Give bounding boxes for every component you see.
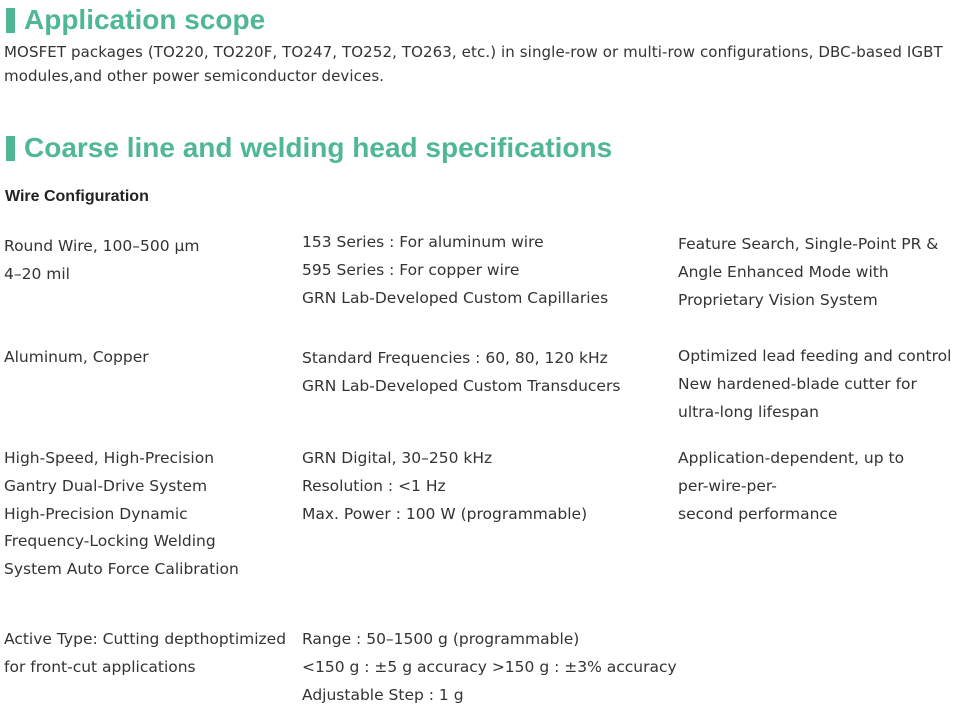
spec-line: <150 g : ±5 g accuracy >150 g : ±3% accuracy	[302, 657, 677, 676]
spec-cell	[678, 231, 938, 314]
heading-accent-bar	[6, 136, 15, 161]
spec-line: Angle Enhanced Mode with	[678, 262, 889, 281]
spec-line: Application-dependent, up to	[678, 449, 905, 467]
spec-line: Proprietary Vision System	[678, 290, 878, 309]
spec-line: Aluminum, Copper	[4, 348, 149, 366]
section-title: Coarse line and welding head specifications	[24, 132, 613, 163]
spec-line: 595 Series : For copper wire	[302, 260, 520, 279]
spec-line: Frequency-Locking Welding	[4, 532, 216, 551]
spec-line: Max. Power : 100 W (programmable)	[302, 504, 588, 523]
spec-line: Round Wire, 100–500 μm	[4, 237, 200, 255]
heading-accent-bar	[6, 8, 15, 33]
spec-line: ultra-long lifespan	[678, 402, 819, 421]
spec-cell	[302, 229, 608, 312]
section-heading-specifications	[6, 132, 612, 164]
spec-line: Optimized lead feeding and control	[678, 347, 952, 365]
spec-line: Adjustable Step : 1 g	[302, 685, 464, 704]
spec-line: GRN Digital, 30–250 kHz	[302, 449, 493, 467]
spec-line: Active Type: Cutting depthoptimized	[4, 630, 287, 648]
spec-cell	[4, 233, 200, 289]
spec-line: Range : 50–1500 g (programmable)	[302, 630, 580, 648]
spec-line: GRN Lab-Developed Custom Transducers	[302, 376, 621, 395]
spec-cell	[4, 344, 149, 372]
spec-line: High-Precision Dynamic	[4, 504, 188, 523]
spec-line: Gantry Dual-Drive System	[4, 476, 208, 495]
spec-cell	[678, 343, 951, 426]
spec-line: New hardened-blade cutter for	[678, 374, 917, 393]
spec-line: Standard Frequencies : 60, 80, 120 kHz	[302, 349, 608, 367]
spec-line: GRN Lab-Developed Custom Capillaries	[302, 288, 609, 307]
section-heading-application-scope	[6, 4, 265, 36]
spec-line: Resolution : <1 Hz	[302, 476, 446, 495]
application-scope-text: MOSFET packages (TO220, TO220F, TO247, TO252, TO263, etc.) in single-row or multi-row configurations, DBC-based IGBT modules,and other power semiconductor devices.	[4, 43, 943, 85]
spec-line: System Auto Force Calibration	[4, 560, 239, 579]
spec-line: second performance	[678, 504, 838, 523]
spec-cell	[302, 445, 587, 528]
spec-cell	[302, 626, 677, 709]
spec-cell	[4, 626, 286, 682]
spec-line: for front-cut applications	[4, 657, 196, 676]
spec-cell	[302, 345, 620, 401]
wire-configuration-subheading: Wire Configuration	[5, 188, 149, 205]
spec-line: Feature Search, Single-Point PR &	[678, 235, 939, 253]
spec-line: 4–20 mil	[4, 264, 70, 283]
section-title: Application scope	[24, 4, 266, 35]
spec-line: High-Speed, High-Precision	[4, 449, 215, 467]
spec-cell	[678, 445, 904, 528]
spec-line: 153 Series : For aluminum wire	[302, 233, 544, 251]
spec-line: per-wire-per-	[678, 476, 777, 495]
spec-cell	[4, 445, 239, 584]
